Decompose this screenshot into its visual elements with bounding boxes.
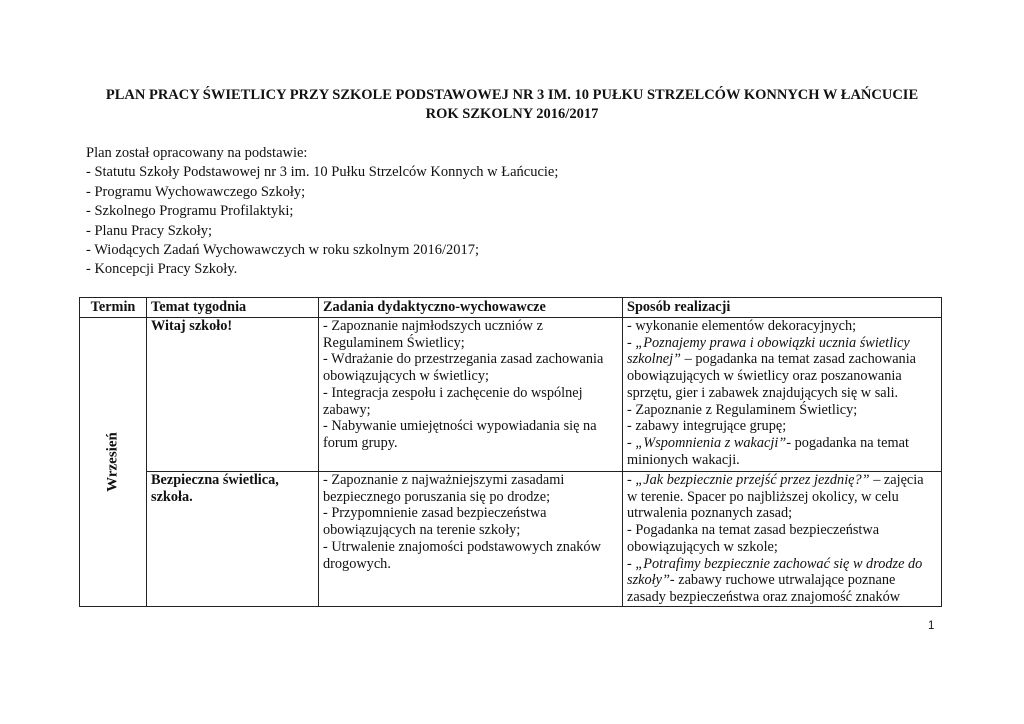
page-number: 1 (928, 620, 935, 632)
document-title (0, 86, 1024, 124)
tasks-cell (319, 472, 623, 607)
activity-title: „Poznajemy prawa i obowiązki ucznia świetlicy szkolnej” (627, 334, 910, 368)
topic-cell: Witaj szkoło! (147, 318, 319, 472)
method-dash: - (627, 334, 636, 351)
task-item: - Utrwalenie znajomości podstawowych znaków drogowych. (323, 538, 601, 572)
basis-intro: Plan został opracowany na podstawie: (86, 145, 308, 161)
method-dash: - (627, 434, 636, 451)
method-text: - zabawy ruchowe utrwalające poznane zasady bezpieczeństwa oraz znajomość znaków (627, 572, 901, 605)
method-text: - pogadanka na temat minionych wakacji. (627, 434, 909, 468)
header-term: Termin (80, 298, 147, 318)
plan-table (79, 297, 942, 607)
basis-item: - Szkolnego Programu Profilaktyki; (86, 203, 294, 220)
activity-title: „Potrafimy bezpiecznie zachować się w drodze do szkoły” (627, 555, 923, 589)
header-tasks: Zadania dydaktyczno-wychowawcze (319, 298, 623, 318)
title-line-1: PLAN PRACY ŚWIETLICY PRZY SZKOLE PODSTAWOWEJ NR 3 IM. 10 PUŁKU STRZELCÓW KONNYCH W ŁAŃCUCIE (105, 87, 919, 103)
basis-item: - Koncepcji Pracy Szkoły. (86, 261, 238, 278)
activity-title: „Jak bezpiecznie przejść przez jezdnię?” (635, 472, 870, 488)
basis-section (86, 144, 558, 280)
method-text: – pogadanka na temat zasad zachowania obowiązujących w świetlicy oraz poszanowania sprzętu, gier i zabawek znajdujących się w sali. (627, 351, 917, 401)
method-item (627, 335, 937, 402)
table-row (80, 318, 942, 472)
basis-item: - Statutu Szkoły Podstawowej nr 3 im. 10 Pułku Strzelców Konnych w Łańcucie; (86, 164, 559, 181)
method-item: - zabawy integrujące grupę; (627, 418, 787, 435)
header-topic: Temat tygodnia (147, 298, 319, 318)
method-dash: - (627, 555, 636, 572)
basis-item: - Planu Pracy Szkoły; (86, 222, 213, 239)
method-item (627, 556, 937, 606)
task-item: - Wdrażanie do przestrzegania zasad zachowania obowiązujących w świetlicy; (323, 351, 604, 385)
task-item: - Zapoznanie najmłodszych uczniów z Regulaminem Świetlicy; (323, 318, 543, 351)
month-cell (80, 318, 147, 607)
method-dash: - (627, 472, 636, 488)
task-item: - Nabywanie umiejętności wypowiadania się na forum grupy. (323, 418, 597, 451)
topic-cell: Bezpieczna świetlica, szkoła. (147, 472, 319, 607)
method-item: - Zapoznanie z Regulaminem Świetlicy; (627, 401, 858, 418)
method-item: - wykonanie elementów dekoracyjnych; (627, 318, 857, 334)
method-item (627, 472, 937, 522)
method-cell (623, 472, 942, 607)
month-label: Wrzesień (104, 432, 121, 492)
activity-title: „Wspomnienia z wakacji” (635, 434, 787, 451)
method-cell-content (627, 472, 937, 606)
method-item (627, 435, 937, 468)
task-item: - Przypomnienie zasad bezpieczeństwa obowiązujących na terenie szkoły; (323, 505, 547, 539)
method-item: - Pogadanka na temat zasad bezpieczeństwa obowiązujących w szkole; (627, 522, 880, 555)
table-row (80, 472, 942, 607)
tasks-cell (319, 318, 623, 472)
title-line-2: ROK SZKOLNY 2016/2017 (425, 106, 599, 122)
table-header-row (80, 298, 942, 318)
task-item: - Integracja zespołu i zachęcenie do wspólnej zabawy; (323, 384, 583, 418)
header-method: Sposób realizacji (623, 298, 942, 318)
basis-item: - Programu Wychowawczego Szkoły; (86, 183, 306, 200)
method-text: – zajęcia w terenie. Spacer po najbliższej okolicy, w celu utrwalenia poznanych zasad; (627, 472, 924, 522)
basis-item: - Wiodących Zadań Wychowawczych w roku szkolnym 2016/2017; (86, 242, 480, 259)
method-cell (623, 318, 942, 472)
task-item: - Zapoznanie z najważniejszymi zasadami bezpiecznego poruszania się po drodze; (323, 472, 565, 505)
